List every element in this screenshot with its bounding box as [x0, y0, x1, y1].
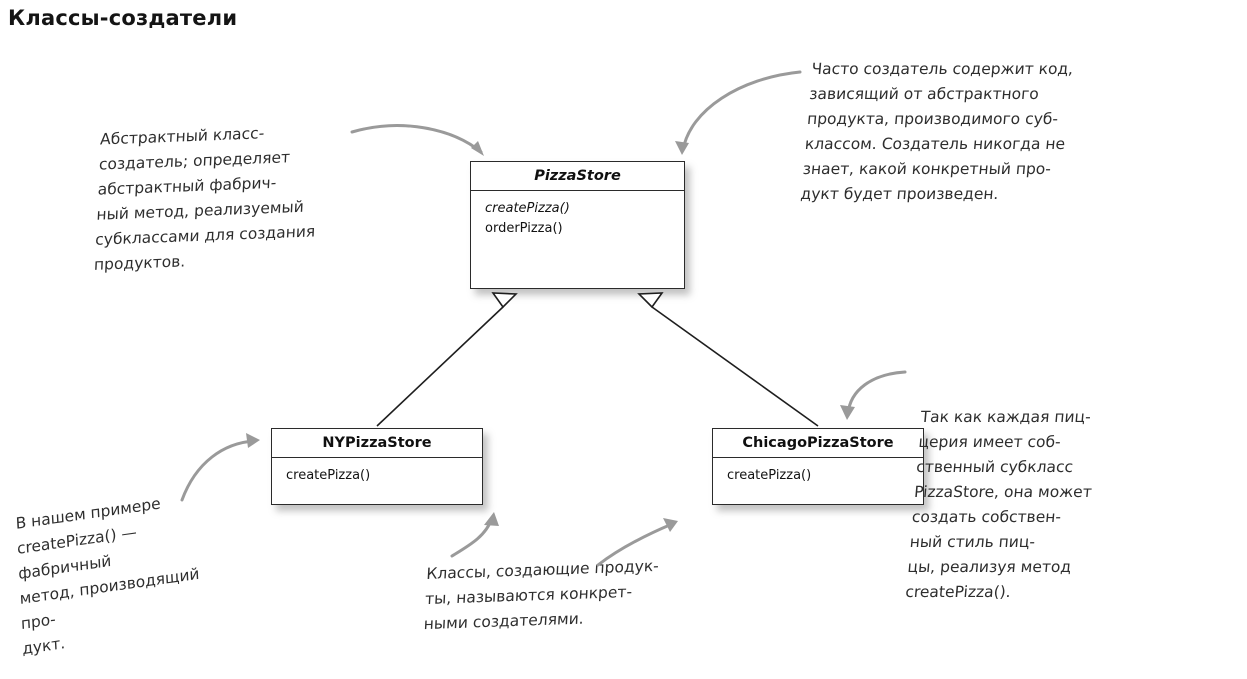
uml-class-pizzastore	[470, 161, 685, 289]
uml-method-createpizza-abstract: createPizza()	[485, 201, 570, 216]
annotation-each-pizzeria: Так как каждая пиц- церия имеет соб- ственный субкласс PizzaStore, она может создать собствен- ный стиль пиц- цы, реализуя метод createPizza().	[904, 408, 1093, 601]
pointer-creator-code-icon	[675, 72, 800, 155]
uml-class-name-chicagopizzastore: ChicagoPizzaStore	[713, 429, 923, 458]
page-title: Классы-создатели	[8, 6, 238, 30]
uml-methods-chicagopizzastore	[713, 458, 923, 494]
annotation-our-example: В нашем примере createPizza() — фабричный метод, производящий про- дукт.	[15, 494, 200, 659]
generalization-ny-to-pizzastore	[377, 293, 516, 426]
uml-class-nypizzastore	[271, 428, 483, 505]
uml-class-chicagopizzastore	[712, 428, 924, 505]
pointer-abstract-creator-icon	[352, 126, 484, 156]
annotation-creator-code: Часто создатель содержит код, зависящий от абстрактного продукта, производимого суб- классом. Создатель никогда не знает, какой конкретный про- дукт будет произведен.	[799, 60, 1074, 203]
uml-methods-nypizzastore	[272, 458, 482, 494]
uml-method-orderpizza: orderPizza()	[485, 221, 563, 236]
uml-methods-pizzastore	[471, 191, 684, 247]
uml-class-name-nypizzastore: NYPizzaStore	[272, 429, 482, 458]
annotation-concrete-creators: Классы, создающие продук- ты, называются конкрет- ными создателями.	[423, 556, 660, 634]
generalization-chicago-to-pizzastore	[639, 293, 818, 426]
uml-class-name-pizzastore: PizzaStore	[471, 162, 684, 191]
uml-method-createpizza-chicago: createPizza()	[727, 468, 812, 483]
pointer-each-pizzeria-icon	[840, 372, 905, 420]
pointer-concrete-creators-left-icon	[452, 512, 499, 556]
annotation-abstract-creator: Абстрактный класс- создатель; определяет абстрактный фабрич- ный метод, реализуемый субклассами для создания продуктов.	[93, 124, 316, 274]
uml-method-createpizza-ny: createPizza()	[286, 468, 371, 483]
